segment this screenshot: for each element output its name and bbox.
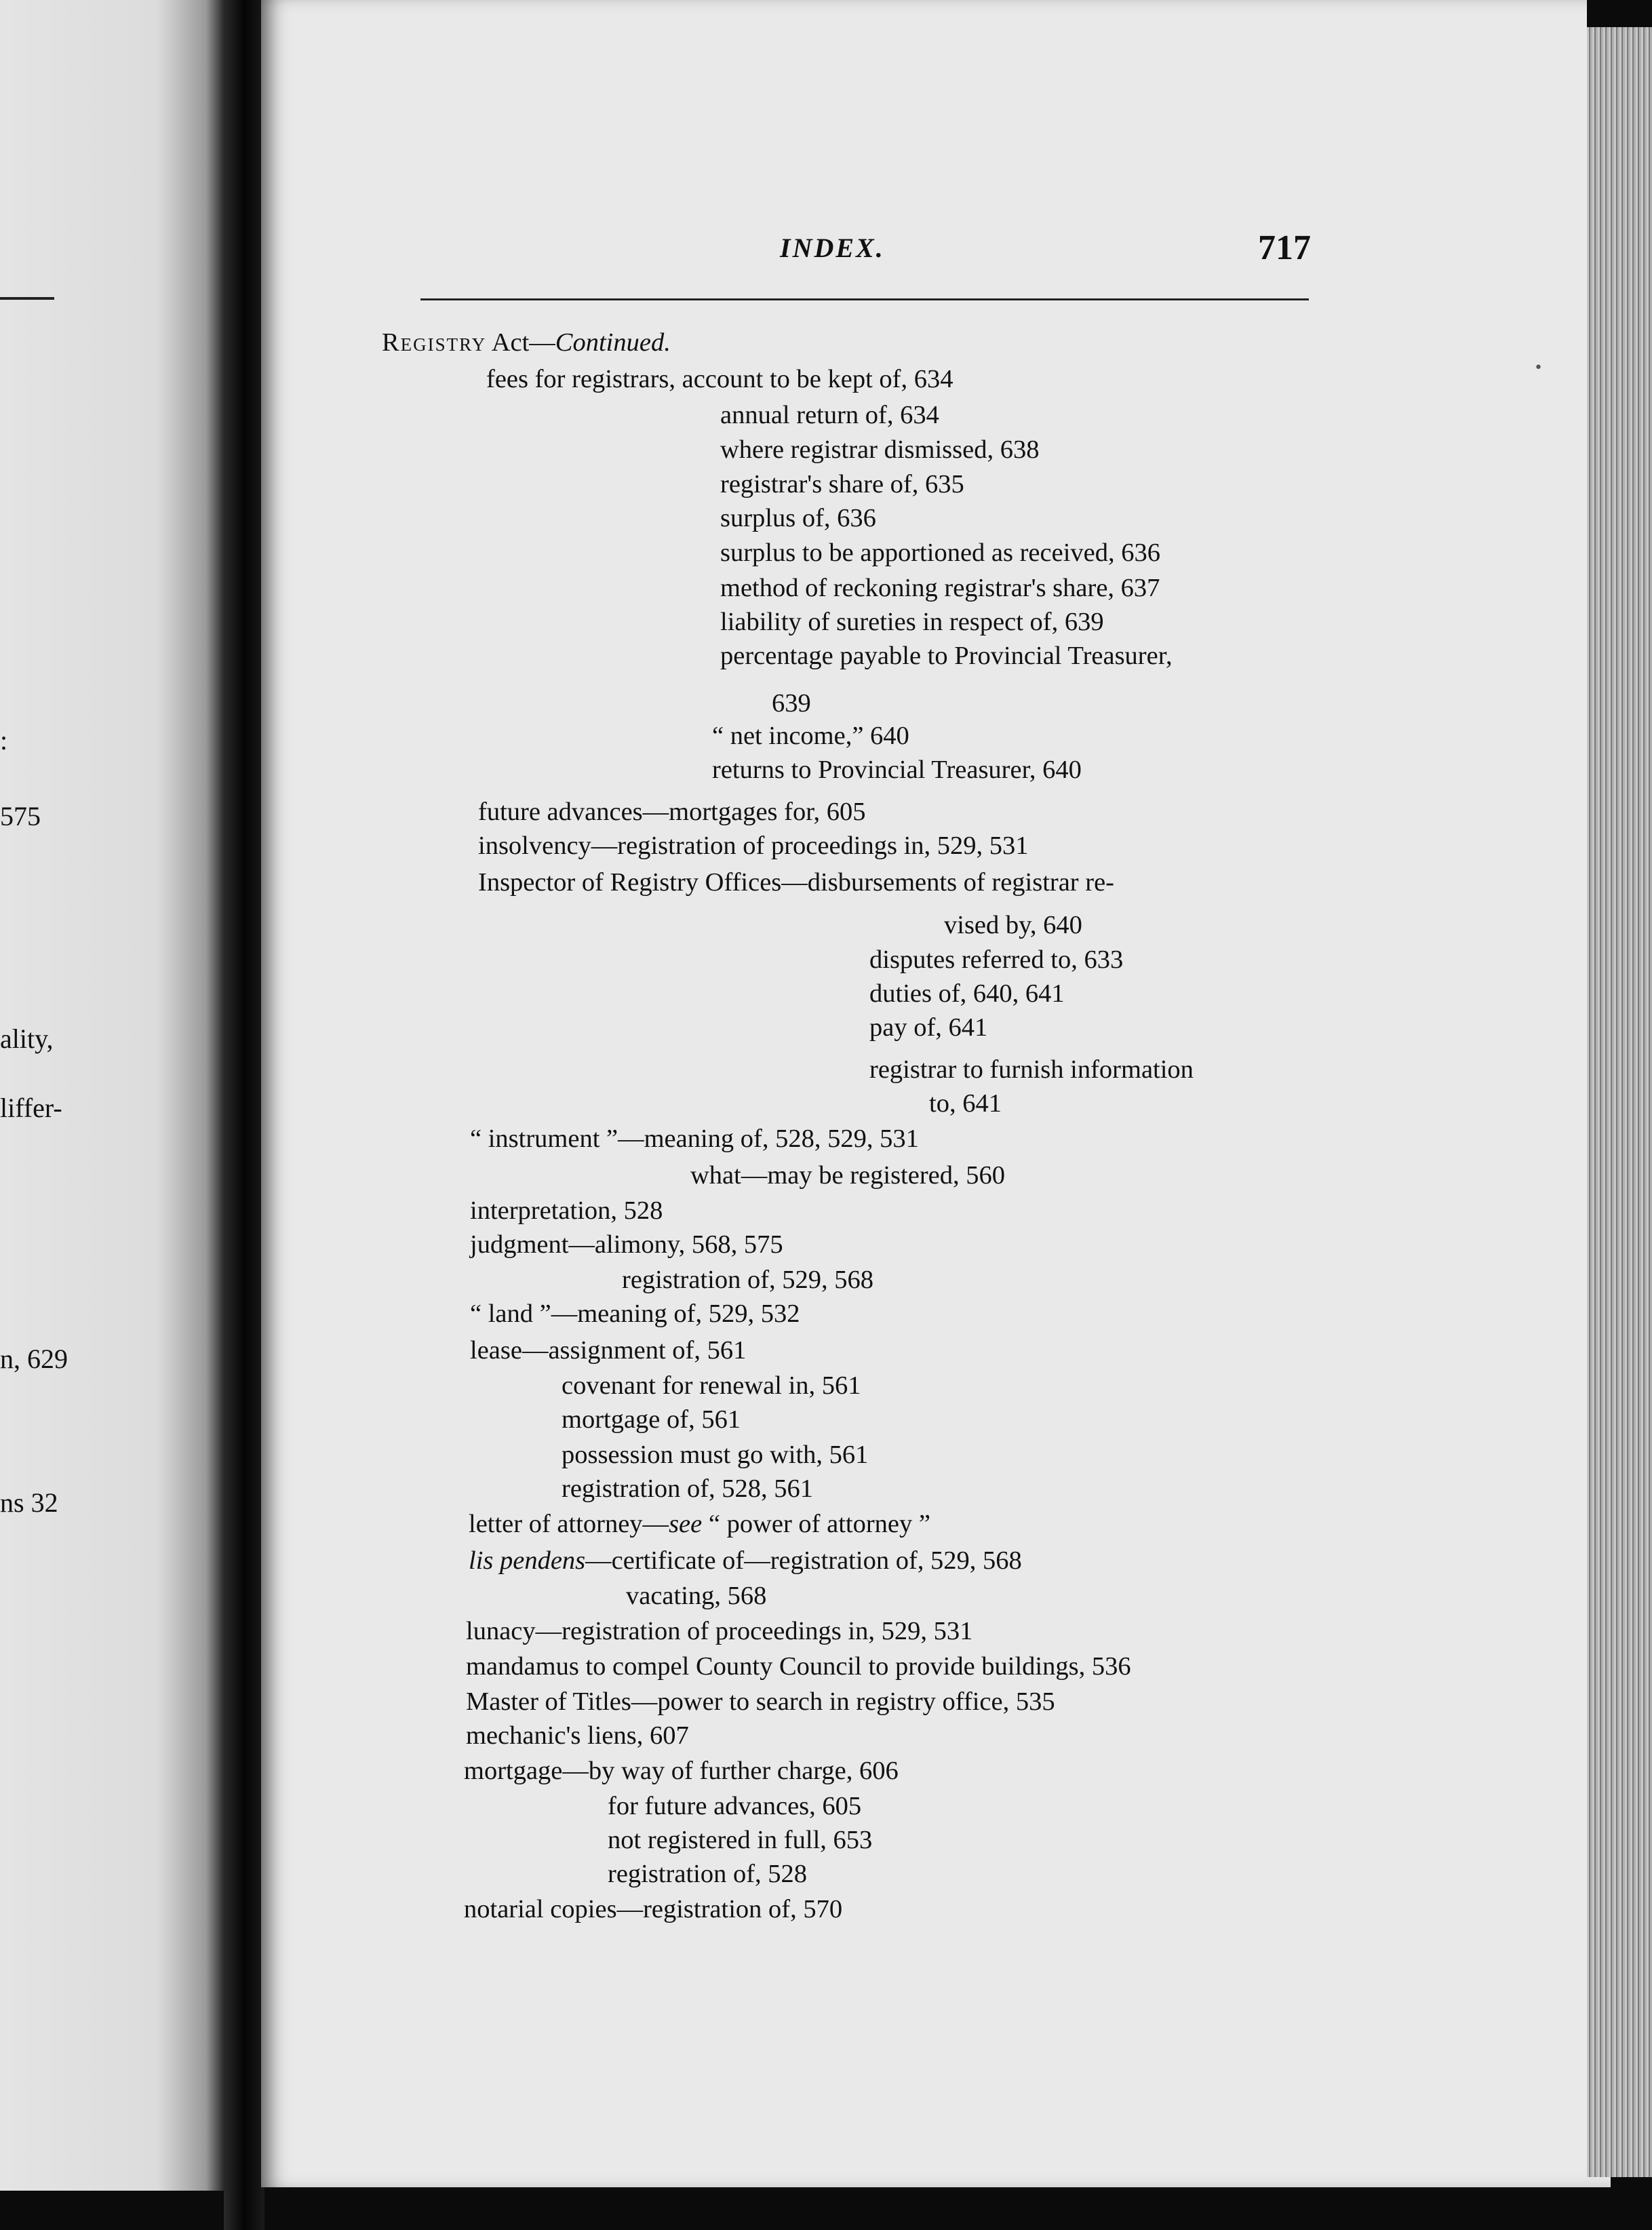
book-gutter	[224, 0, 264, 2230]
index-entry	[626, 1583, 766, 1609]
index-entry	[486, 366, 953, 393]
index-entry	[720, 471, 964, 498]
index-entry	[466, 1654, 1131, 1680]
entry-text: covenant for renewal in, 561	[562, 1371, 861, 1400]
entry-text: annual return of, 634	[720, 401, 939, 429]
index-entry	[562, 1407, 741, 1433]
entry-text: what—may be registered, 560	[690, 1161, 1005, 1190]
index-entry	[464, 1896, 842, 1923]
index-entry	[929, 1091, 1002, 1117]
index-entry	[869, 981, 1065, 1007]
entry-text: Registry	[382, 328, 487, 357]
index-entry	[466, 1618, 972, 1645]
facing-page-fragment: liffer-	[0, 1093, 62, 1123]
entry-text: letter of attorney—	[469, 1510, 669, 1538]
entry-text: notarial copies—registration of, 570	[464, 1895, 843, 1923]
facing-page-fragment: ality,	[0, 1023, 54, 1054]
entry-text: vacating, 568	[626, 1582, 767, 1610]
index-entry	[562, 1476, 813, 1502]
index-entry	[869, 947, 1123, 973]
entry-text: Inspector of Registry Offices—disbursements of registrar re-	[478, 868, 1114, 897]
facing-page-fragment: ns 32	[0, 1487, 58, 1518]
entry-text: lease—assignment of, 561	[470, 1336, 747, 1365]
index-entry	[720, 609, 1104, 635]
index-entry	[712, 757, 1082, 783]
entry-text: lunacy—registration of proceedings in, 529, 531	[466, 1617, 973, 1645]
entry-text: registration of, 528, 561	[562, 1474, 814, 1503]
index-entry	[469, 1511, 930, 1538]
index-entry	[608, 1793, 861, 1820]
facing-page-fragment: 575	[0, 801, 41, 832]
entry-text: mandamus to compel County Council to provide buildings, 536	[466, 1652, 1131, 1681]
index-entry	[720, 402, 939, 429]
index-entry	[478, 869, 1114, 896]
entry-text: vised by, 640	[944, 911, 1082, 939]
entry-text: mortgage—by way of further charge, 606	[464, 1757, 899, 1785]
entry-text: percentage payable to Provincial Treasurer,	[720, 642, 1173, 670]
index-entry	[478, 833, 1029, 859]
entry-text: mortgage of, 561	[562, 1405, 741, 1434]
index-entry	[562, 1373, 861, 1399]
entry-text: Continued.	[555, 328, 671, 357]
entry-text: “ power of attorney ”	[702, 1510, 930, 1538]
entry-text: to, 641	[929, 1089, 1002, 1118]
index-entry	[469, 1548, 1022, 1574]
entry-text: registrar to furnish information	[869, 1055, 1194, 1084]
index-entry	[478, 799, 865, 825]
entry-text: interpretation, 528	[470, 1196, 663, 1225]
entry-text: returns to Provincial Treasurer, 640	[712, 756, 1082, 784]
entry-text: “ land ”—meaning of, 529, 532	[470, 1299, 800, 1328]
entry-text: liability of sureties in respect of, 639	[720, 608, 1104, 636]
index-entry	[720, 643, 1173, 669]
index-entry	[944, 912, 1082, 939]
facing-page-edge	[0, 0, 224, 2191]
index-entry	[470, 1198, 663, 1224]
running-head: INDEX.	[780, 233, 885, 263]
header-rule	[420, 298, 1309, 300]
index-entry	[720, 437, 1039, 463]
index-entry	[562, 1442, 868, 1468]
index-entry	[470, 1301, 800, 1327]
entry-text: future advances—mortgages for, 605	[478, 798, 866, 826]
entry-text: lis pendens	[469, 1546, 586, 1575]
page-edges-top	[1587, 0, 1652, 27]
index-entry	[720, 505, 876, 532]
index-entry	[712, 723, 909, 749]
page-stack-edges	[1587, 27, 1652, 2177]
entry-text: registration of, 528	[608, 1860, 808, 1888]
index-entry	[720, 575, 1160, 602]
index-entry	[608, 1861, 807, 1887]
index-entry	[470, 1232, 783, 1258]
entry-text: fees for registrars, account to be kept of, 634	[486, 365, 953, 393]
index-entry	[466, 1689, 1055, 1715]
entry-text: pay of, 641	[869, 1013, 988, 1042]
entry-text: insolvency—registration of proceedings in, 529, 531	[478, 832, 1029, 860]
index-entry	[622, 1267, 873, 1293]
entry-text: see	[669, 1510, 703, 1538]
entry-text: 639	[772, 689, 811, 718]
entry-text: duties of, 640, 641	[869, 979, 1065, 1008]
entry-text: Act—	[486, 328, 555, 357]
entry-text: disputes referred to, 633	[869, 945, 1124, 974]
index-entry	[466, 1723, 689, 1749]
facing-page-fragment: n, 629	[0, 1344, 68, 1374]
entry-text: —certificate of—registration of, 529, 568	[585, 1546, 1022, 1575]
entry-text: surplus to be apportioned as received, 636	[720, 539, 1160, 567]
index-heading	[382, 330, 671, 356]
entry-text: surplus of, 636	[720, 504, 876, 532]
index-entry	[470, 1126, 919, 1152]
entry-text: registration of, 529, 568	[622, 1266, 874, 1294]
facing-page-rule	[0, 297, 54, 300]
index-entry	[690, 1162, 1005, 1189]
entry-text: Master of Titles—power to search in registry office, 535	[466, 1687, 1055, 1716]
index-entry	[464, 1758, 899, 1784]
entry-text: method of reckoning registrar's share, 637	[720, 574, 1160, 602]
index-entry	[608, 1827, 872, 1854]
entry-text: “ instrument ”—meaning of, 528, 529, 531	[470, 1124, 919, 1153]
index-entry	[720, 540, 1160, 566]
entry-text: possession must go with, 561	[562, 1441, 869, 1469]
index-entry	[772, 690, 811, 717]
index-entry	[869, 1015, 987, 1041]
entry-text: not registered in full, 653	[608, 1826, 873, 1854]
entry-text: registrar's share of, 635	[720, 470, 964, 498]
entry-text: mechanic's liens, 607	[466, 1721, 689, 1750]
entry-text: where registrar dismissed, 638	[720, 435, 1040, 464]
facing-page-fragment: :	[0, 725, 8, 756]
entry-text: for future advances, 605	[608, 1792, 862, 1820]
index-entry	[869, 1057, 1194, 1083]
margin-mark: •	[1534, 359, 1543, 376]
index-entry	[470, 1337, 746, 1364]
page-number: 717	[1258, 229, 1311, 267]
entry-text: judgment—alimony, 568, 575	[470, 1230, 783, 1259]
entry-text: “ net income,” 640	[712, 722, 909, 750]
